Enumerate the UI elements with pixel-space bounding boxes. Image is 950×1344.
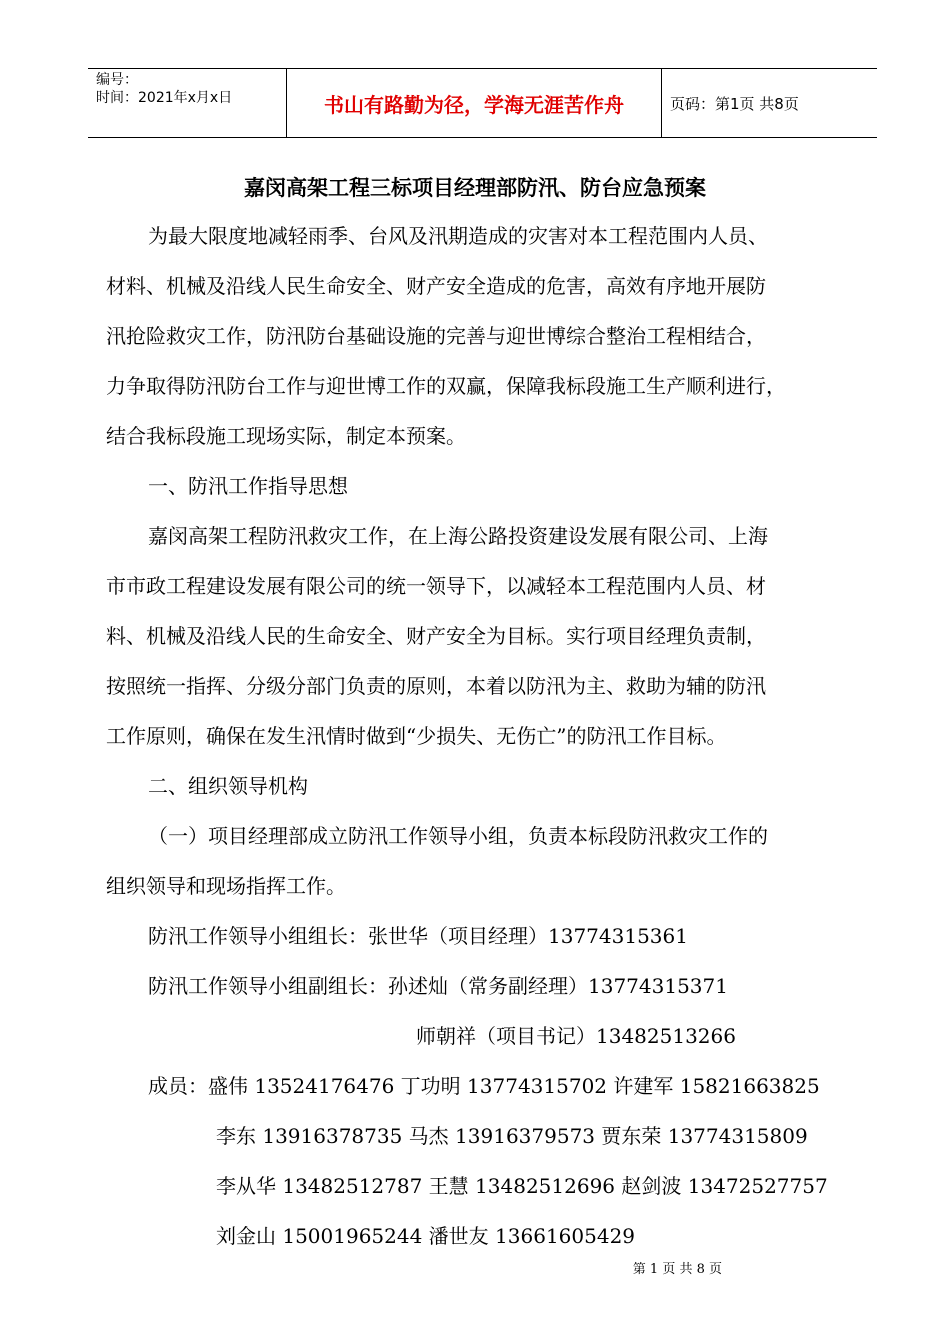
body-line: 汛抢险救灾工作，防汛防台基础设施的完善与迎世博综合整治工程相结合， xyxy=(106,324,766,348)
body-line: 组织领导和现场指挥工作。 xyxy=(106,874,346,898)
deputy-leader-line: 师朝祥（项目书记）13482513266 xyxy=(416,1024,736,1048)
section-heading: 一、防汛工作指导思想 xyxy=(148,474,348,498)
members-line: 李从华 13482512787 王慧 13482512696 赵剑波 13472527757 xyxy=(216,1174,828,1198)
body-line: 嘉闵高架工程防汛救灾工作，在上海公路投资建设发展有限公司、上海 xyxy=(148,524,768,548)
body-line: 材料、机械及沿线人民生命安全、财产安全造成的危害，高效有序地开展防 xyxy=(106,274,766,298)
body-line: 结合我标段施工现场实际，制定本预案。 xyxy=(106,424,466,448)
body-line: 市市政工程建设发展有限公司的统一领导下，以减轻本工程范围内人员、材 xyxy=(106,574,766,598)
members-line: 刘金山 15001965244 潘世友 13661605429 xyxy=(216,1224,636,1248)
leader-line: 防汛工作领导小组组长：张世华（项目经理）13774315361 xyxy=(148,924,688,948)
page-header xyxy=(88,68,877,138)
page-footer: 第 1 页 共 8 页 xyxy=(632,1262,722,1277)
members-line: 成员：盛伟 13524176476 丁功明 13774315702 许建军 15821663825 xyxy=(148,1074,820,1098)
document-title: 嘉闵高架工程三标项目经理部防汛、防台应急预案 xyxy=(244,176,706,200)
number-label: 编号： xyxy=(96,72,138,88)
members-line: 李东 13916378735 马杰 13916379573 贾东荣 13774315809 xyxy=(216,1124,808,1148)
header-page-info: 页码：第1页 共8页 xyxy=(670,94,799,113)
body-line: 料、机械及沿线人民的生命安全、财产安全为目标。实行项目经理负责制， xyxy=(106,624,766,648)
header-motto: 书山有路勤为径，学海无涯苦作舟 xyxy=(287,69,662,137)
body-line: 按照统一指挥、分级分部门负责的原则，本着以防汛为主、救助为辅的防汛 xyxy=(106,674,766,698)
body-line: 为最大限度地减轻雨季、台风及汛期造成的灾害对本工程范围内人员、 xyxy=(148,224,768,248)
body-line: 力争取得防汛防台工作与迎世博工作的双赢，保障我标段施工生产顺利进行， xyxy=(106,374,786,398)
section-heading: 二、组织领导机构 xyxy=(148,774,308,798)
body-line: 工作原则，确保在发生汛情时做到“少损失、无伤亡”的防汛工作目标。 xyxy=(106,724,727,748)
deputy-leader-line: 防汛工作领导小组副组长：孙述灿（常务副经理）13774315371 xyxy=(148,974,728,998)
body-line: （一）项目经理部成立防汛工作领导小组，负责本标段防汛救灾工作的 xyxy=(148,824,768,848)
time-label: 时间：2021年x月x日 xyxy=(96,90,233,106)
header-meta xyxy=(88,69,287,137)
